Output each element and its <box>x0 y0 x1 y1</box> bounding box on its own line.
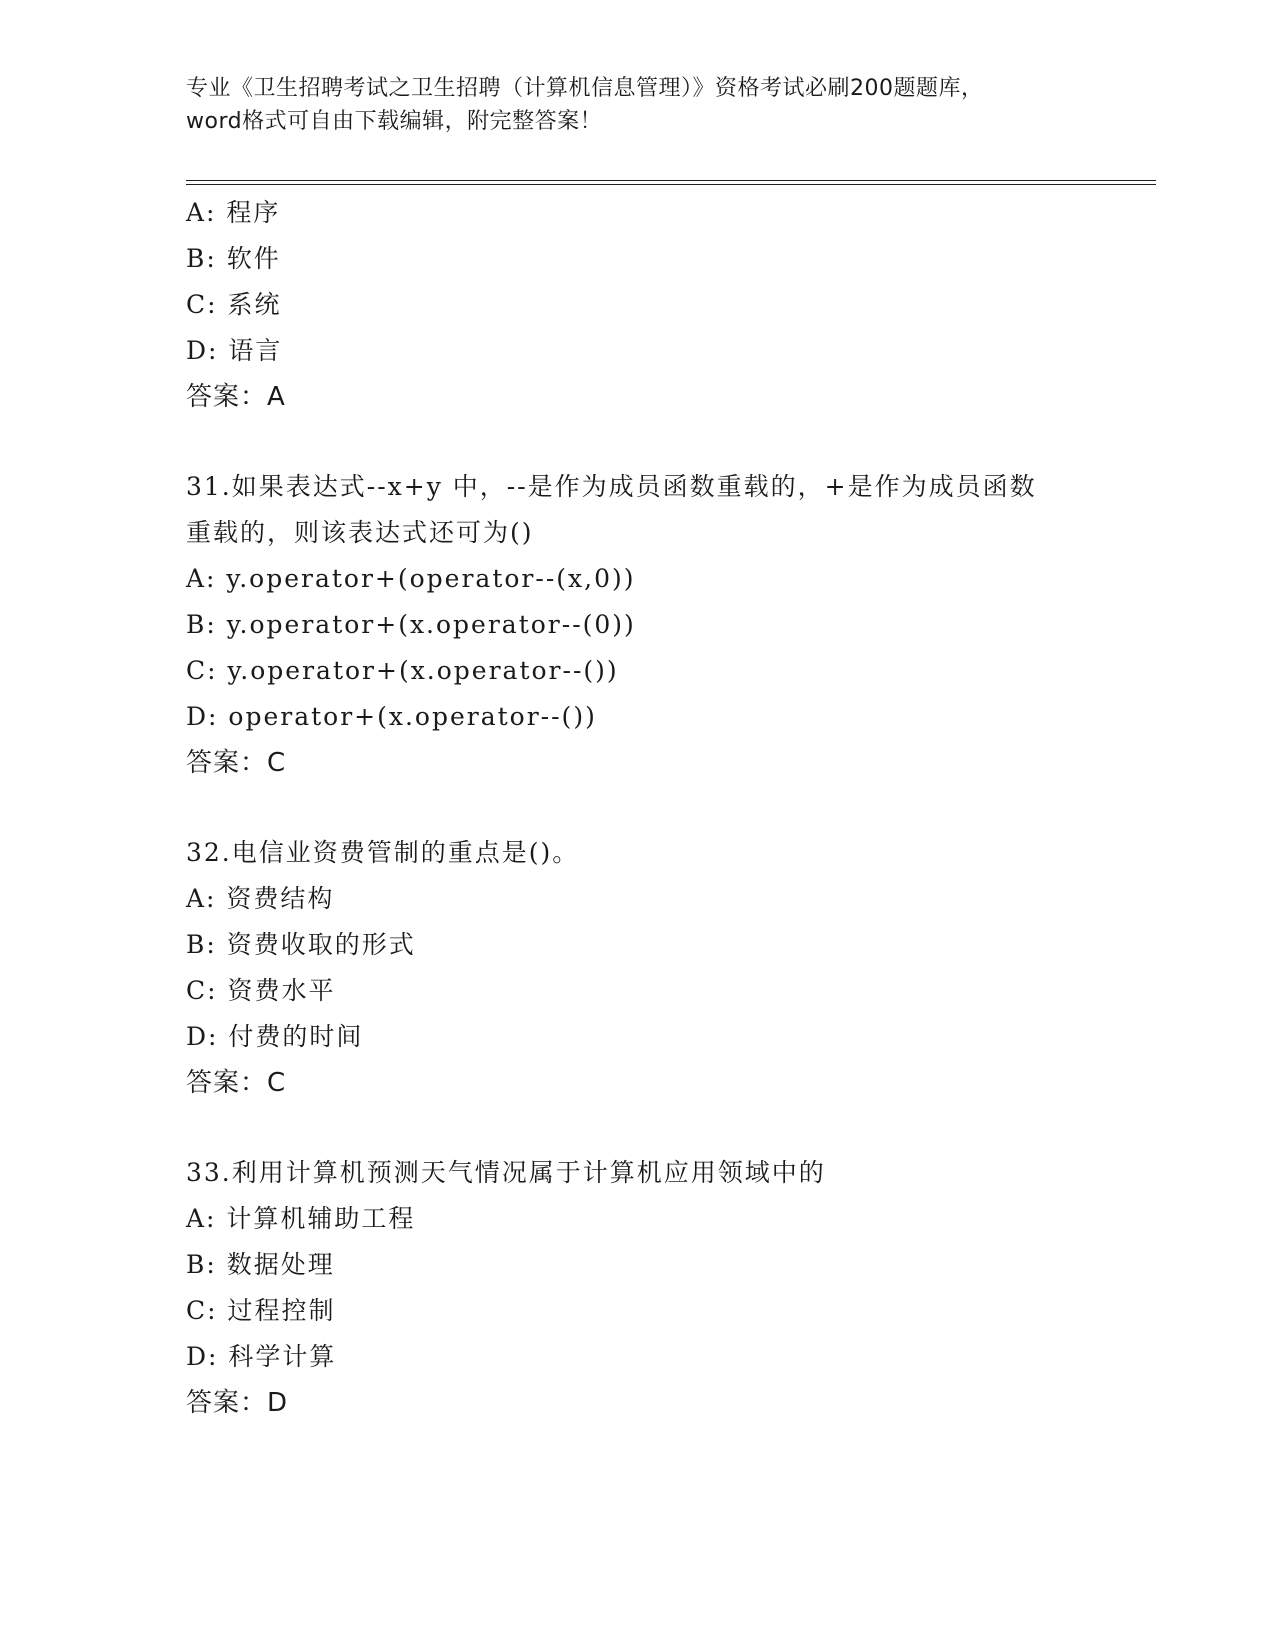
option-b: B: y.operator+(x.operator--(0)) <box>186 610 636 639</box>
question-line: 31.如果表达式--x+y 中，--是作为成员函数重载的，+是作为成员函数 <box>186 472 1037 501</box>
document-header <box>186 72 1086 138</box>
option-b: B: 软件 <box>186 244 281 273</box>
option-c: C: 资费水平 <box>186 976 336 1005</box>
question-line: 33.利用计算机预测天气情况属于计算机应用领域中的 <box>186 1158 826 1187</box>
option-c: C: 过程控制 <box>186 1296 336 1325</box>
question-block <box>186 190 1156 420</box>
document-page <box>186 0 1156 1650</box>
question-block <box>186 1150 1156 1426</box>
question-line: 32.电信业资费管制的重点是()。 <box>186 838 580 867</box>
question-block <box>186 830 1156 1106</box>
question-text <box>186 1150 1156 1196</box>
answer-line: 答案：A <box>186 382 286 412</box>
question-list <box>186 190 1156 1426</box>
option-c: C: 系统 <box>186 290 282 319</box>
option-a: A: 程序 <box>186 198 281 227</box>
block-spacer <box>186 786 1156 830</box>
question-text <box>186 464 1156 556</box>
question-text <box>186 830 1156 876</box>
option-d: D: 付费的时间 <box>186 1022 364 1051</box>
option-a: A: 计算机辅助工程 <box>186 1204 416 1233</box>
header-divider <box>186 180 1156 185</box>
option-d: D: 语言 <box>186 336 283 365</box>
block-spacer <box>186 420 1156 464</box>
answer-line: 答案：D <box>186 1388 289 1418</box>
answer-line: 答案：C <box>186 748 287 778</box>
option-b: B: 资费收取的形式 <box>186 930 416 959</box>
option-c: C: y.operator+(x.operator--()) <box>186 656 619 685</box>
header-line-2: word格式可自由下载编辑，附完整答案！ <box>186 109 603 134</box>
option-a: A: y.operator+(operator--(x,0)) <box>186 564 636 593</box>
option-a: A: 资费结构 <box>186 884 335 913</box>
answer-line: 答案：C <box>186 1068 287 1098</box>
option-b: B: 数据处理 <box>186 1250 335 1279</box>
header-line-1: 专业《卫生招聘考试之卫生招聘（计算机信息管理）》资格考试必刷200题题库， <box>186 76 984 101</box>
block-spacer <box>186 1106 1156 1150</box>
question-line: 重载的，则该表达式还可为() <box>186 518 534 547</box>
option-d: D: operator+(x.operator--()) <box>186 702 597 731</box>
option-d: D: 科学计算 <box>186 1342 337 1371</box>
question-block <box>186 464 1156 786</box>
